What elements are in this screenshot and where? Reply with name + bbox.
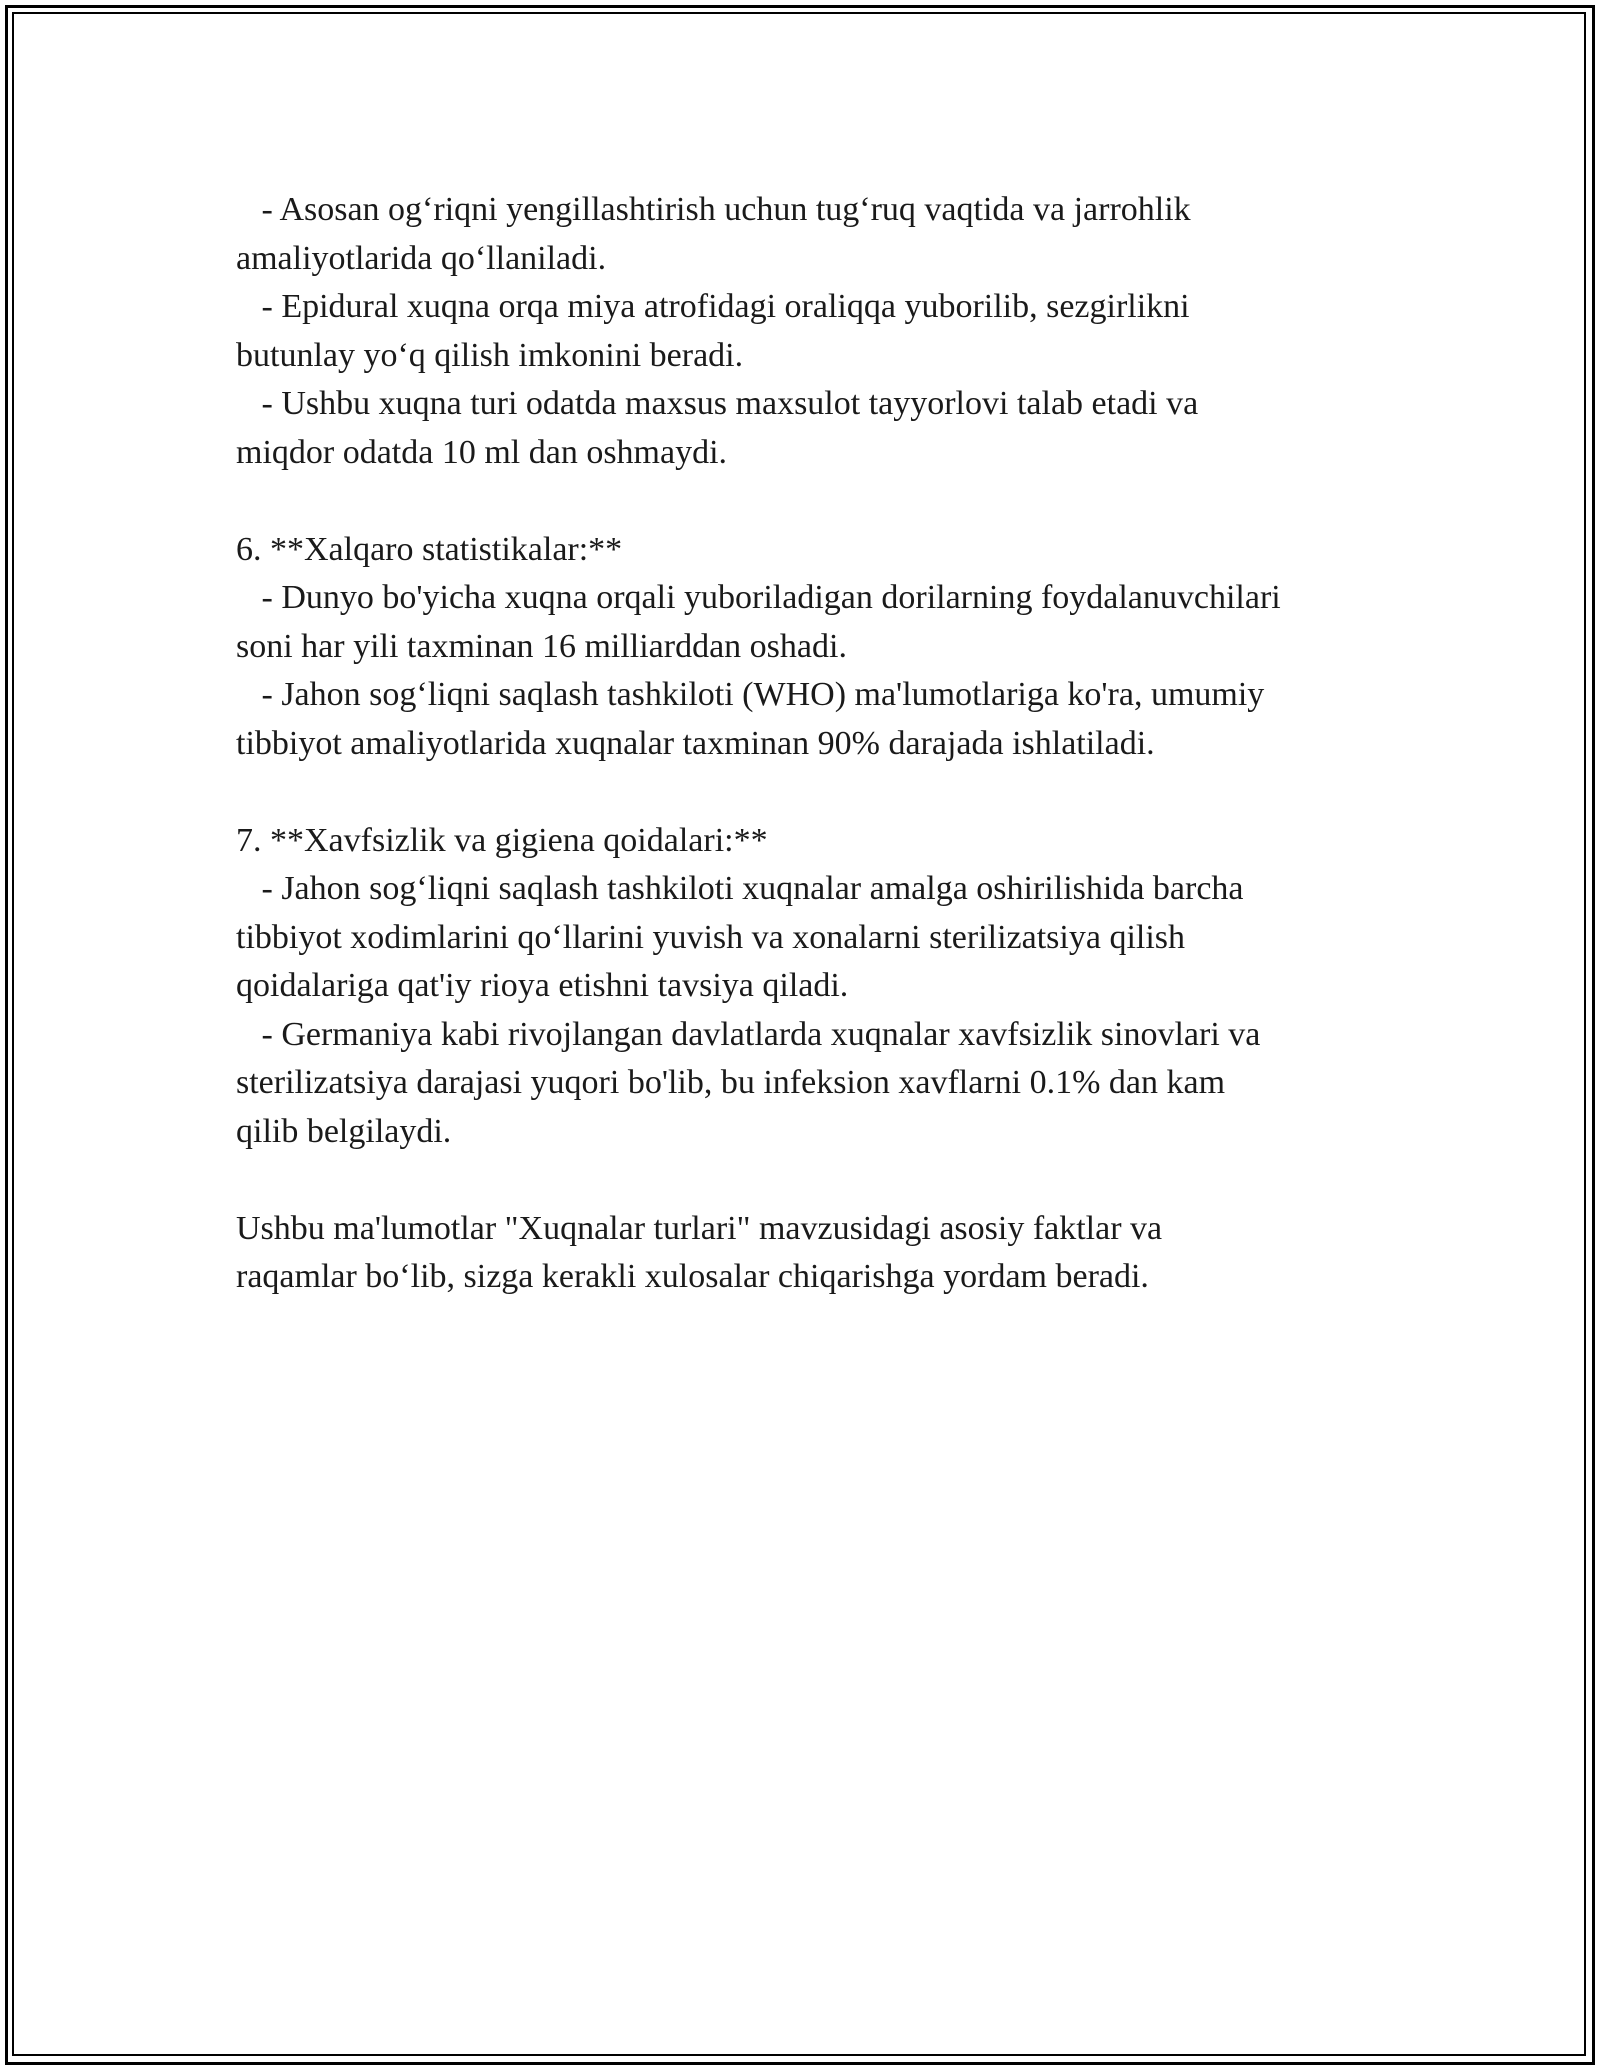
text-line: - Epidural xuqna orqa miya atrofidagi oraliqqa yuborilib, sezgirlikni [236, 288, 1190, 325]
text-line: - Asosan og‘riqni yengillashtirish uchun tug‘ruq vaqtida va jarrohlik [236, 191, 1191, 228]
text-line: tibbiyot xodimlarini qo‘llarini yuvish va xonalarni sterilizatsiya qilish [236, 918, 1186, 956]
text-line: tibbiyot amaliyotlarida xuqnalar taxminan 90% darajada ishlatiladi. [236, 724, 1155, 762]
text-line: - Dunyo bo'yicha xuqna orqali yuboriladigan dorilarning foydalanuvchilari [236, 579, 1281, 616]
text-line: raqamlar bo‘lib, sizga kerakli xulosalar chiqarishga yordam beradi. [236, 1258, 1149, 1295]
text-line: - Jahon sog‘liqni saqlash tashkiloti (WHO) ma'lumotlariga ko'ra, umumiy [236, 676, 1265, 713]
text-line: amaliyotlarida qo‘llaniladi. [236, 239, 607, 277]
section-heading: 6. **Xalqaro statistikalar:** [236, 530, 623, 568]
text-line: qilib belgilaydi. [236, 1112, 452, 1150]
text-line: miqdor odatda 10 ml dan oshmaydi. [236, 433, 728, 471]
paragraph-gap [236, 477, 1416, 526]
text-line: butunlay yo‘q qilish imkonini beradi. [236, 336, 744, 374]
document-body [236, 186, 1416, 1302]
text-line: - Ushbu xuqna turi odatda maxsus maxsulot tayyorlovi talab etadi va [236, 385, 1199, 422]
section-heading: 7. **Xavfsizlik va gigiena qoidalari:** [236, 821, 768, 859]
paragraph-gap [236, 1156, 1416, 1205]
text-line: - Germaniya kabi rivojlangan davlatlarda xuqnalar xavfsizlik sinovlari va [236, 1015, 1261, 1053]
text-line: qoidalariga qat'iy rioya etishni tavsiya qiladi. [236, 967, 849, 1004]
text-line: Ushbu ma'lumotlar "Xuqnalar turlari" mavzusidagi asosiy faktlar va [236, 1209, 1163, 1247]
text-line: soni har yili taxminan 16 milliarddan oshadi. [236, 627, 847, 665]
text-line: sterilizatsiya darajasi yuqori bo'lib, bu infeksion xavflarni 0.1% dan kam [236, 1064, 1226, 1101]
text-line: - Jahon sog‘liqni saqlash tashkiloti xuqnalar amalga oshirilishida barcha [236, 870, 1244, 907]
paragraph-gap [236, 768, 1416, 817]
